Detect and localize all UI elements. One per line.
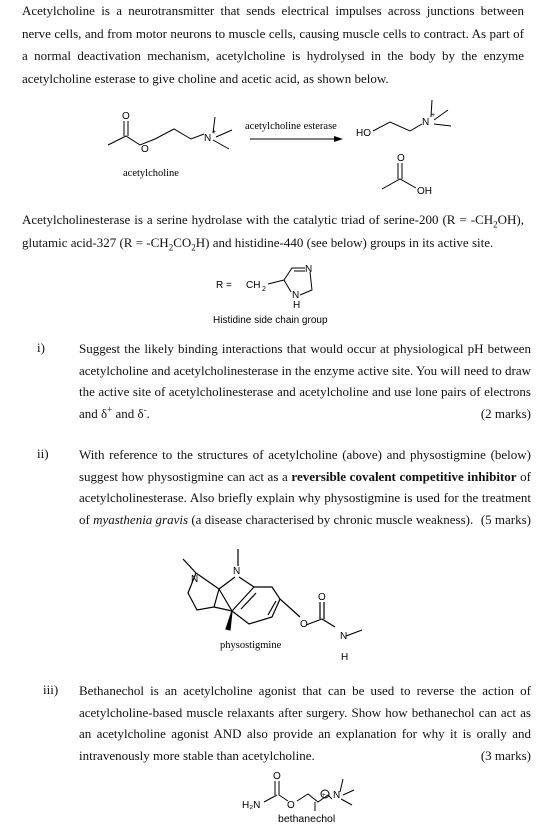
bethanechol-structure xyxy=(0,765,545,827)
q1-and: and δ xyxy=(112,405,144,421)
catalytic-triad-paragraph xyxy=(22,209,524,254)
acetic-oh-label: OH xyxy=(417,186,432,197)
q2-italic: myasthenia gravis xyxy=(93,511,189,527)
bethanechol-label: bethanechol xyxy=(278,813,336,825)
histidine-structure xyxy=(0,250,545,330)
subscript: 2 xyxy=(168,242,174,253)
ch2-label: CH xyxy=(246,280,261,291)
q1-body: Suggest the likely binding interactions that would occur at physiological pH between acetylcholine and acetylcholinesterase in the enzyme active site. You will need to draw the active site of acetylcholinesterase and acetylcholine and use lone pairs of electrons and δ xyxy=(79,341,531,421)
q2-body-3: (a disease characterised by chronic muscle weakness). xyxy=(188,511,474,527)
ester-o-label: O xyxy=(141,144,149,155)
choline-structure xyxy=(373,100,451,131)
acetylcholine-label: acetylcholine xyxy=(123,168,179,179)
q1-end: . xyxy=(146,405,150,421)
n-label: N xyxy=(204,133,212,144)
indoline-n-label: N xyxy=(233,566,241,577)
carbonyl-o-label: O xyxy=(122,111,130,122)
choline-n-label: N xyxy=(422,117,430,128)
pyrrolidine-n-label: N xyxy=(191,574,199,585)
para2-text-1: Acetylcholinesterase is a serine hydrolase with the catalytic triad of serine-200 (R = -CH xyxy=(22,212,494,227)
ch2-subscript: 2 xyxy=(262,286,266,293)
plus-sign: + xyxy=(431,112,436,119)
q2-body-2: of acetylcholinesterase. Also briefly explain why physostigmine is used for the treatment of xyxy=(79,468,531,527)
subscript: 2 xyxy=(493,219,498,230)
r-equals-label: R = xyxy=(216,280,232,291)
subscript: 2 xyxy=(191,242,196,253)
q3-body: Bethanechol is an acetylcholine agonist that can be used to reverse the action of acetylcholine-based muscle relaxants after surgery. Show how bethanechol can act as an acetylcholine agonist AND also provide an explanation for why it is orally and intravenously more stable than acetylcholine. xyxy=(79,683,531,763)
bethanechol-h2n: H₂N xyxy=(242,800,261,811)
choline-ho-label: HO xyxy=(356,128,371,139)
para2-text-2: OH), glutamic acid-327 (R = -CH xyxy=(22,212,524,250)
physostigmine-label: physostigmine xyxy=(220,640,282,651)
bethanechol-ester-o: O xyxy=(287,800,295,811)
physostigmine-structure xyxy=(0,535,545,670)
plus-sign: + xyxy=(212,129,217,136)
question-1-marks: (2 marks) xyxy=(480,405,531,421)
carbamate-h-label: H xyxy=(341,652,349,663)
imidazole-nh-label: N xyxy=(292,290,300,301)
question-1-number: i) xyxy=(37,340,45,355)
imidazole-n-label: N xyxy=(305,264,313,275)
question-2-marks: (5 marks) xyxy=(480,511,531,527)
acetic-acid-structure xyxy=(382,163,416,189)
delta-plus: + xyxy=(107,404,113,415)
question-3-text xyxy=(79,680,531,766)
para2-text-3: CO xyxy=(173,234,192,250)
question-1-text xyxy=(79,338,531,424)
carbamate-n-label: N xyxy=(340,631,348,642)
q2-bold: reversible covalent competitive inhibitor xyxy=(291,468,517,484)
carbonyl-o-label: O xyxy=(318,592,326,603)
question-2-number: ii) xyxy=(37,446,49,461)
hydrolysis-scheme xyxy=(0,0,545,230)
question-3-number: iii) xyxy=(43,682,59,697)
histidine-caption: Histidine side chain group xyxy=(213,315,328,326)
reaction-arrow xyxy=(250,136,343,142)
para2-text-4: H) and histidine-440 (see below) groups in its active site. xyxy=(195,234,494,250)
bethanechol-n: N xyxy=(333,790,341,801)
acetic-o-label: O xyxy=(397,153,405,164)
arrow-label: acetylcholine esterase xyxy=(245,121,337,132)
delta-minus: - xyxy=(143,404,147,415)
bethanechol-carbonyl-o: O xyxy=(273,771,281,782)
question-3-marks: (3 marks) xyxy=(480,747,531,763)
plus-sign: + xyxy=(322,793,326,799)
intro-paragraph: Acetylcholine is a neurotransmitter that sends electrical impulses across junctions between nerve cells, and from motor neurons to muscle cells, causing muscle cells to contract. As part of a normal deactivation mechanism, acetylcholine is hydrolysed in the body by the enzyme acetylcholine esterase to give choline and acetic acid, as shown below. xyxy=(22,3,524,86)
carbamate-o-label: O xyxy=(300,619,308,630)
question-2-text xyxy=(79,444,531,530)
imidazole-h-label: H xyxy=(293,300,301,311)
q2-body-1: With reference to the structures of acetylcholine (above) and physostigmine (below) suggest how physostigmine can act as a xyxy=(79,447,531,484)
